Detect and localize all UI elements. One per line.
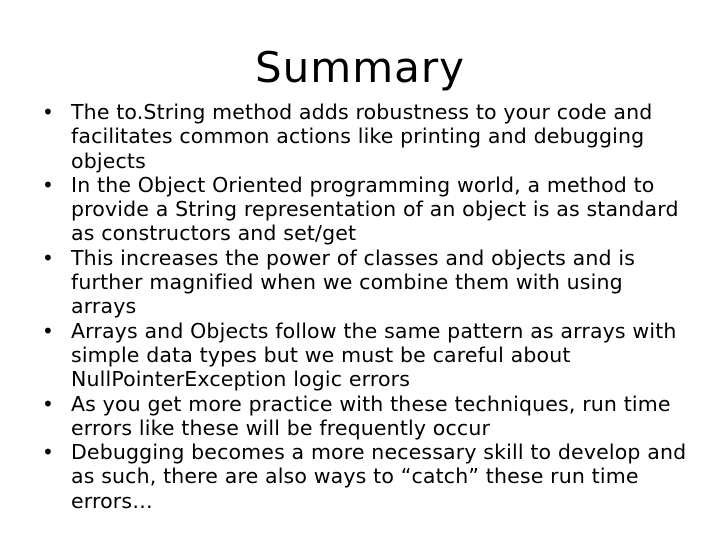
bullet-item bbox=[38, 319, 688, 392]
bullet-item bbox=[38, 100, 688, 173]
bullet-dot-icon: • bbox=[42, 391, 54, 416]
bullet-text: Debugging becomes a more necessary skill to develop and as such, there are also ways to “catch” these run time errors… bbox=[71, 440, 687, 513]
bullet-text: As you get more practice with these techniques, run time errors like these will be frequently occur bbox=[71, 391, 671, 440]
bullet-text: In the Object Oriented programming world, a method to provide a String representation of an object is as standard as constructors and set/get bbox=[71, 172, 679, 246]
bullet-text: The to.String method adds robustness to your code and facilitates common actions like printing and debugging objects bbox=[71, 100, 653, 173]
bullet-list bbox=[38, 100, 688, 513]
bullet-dot-icon: • bbox=[42, 245, 54, 270]
bullet-dot-icon: • bbox=[42, 318, 54, 343]
slide-title: Summary bbox=[255, 43, 465, 92]
bullet-dot-icon: • bbox=[42, 100, 54, 124]
bullet-text: Arrays and Objects follow the same pattern as arrays with simple data types but we must be careful about NullPointerException logic errors bbox=[71, 318, 677, 392]
bullet-item bbox=[38, 246, 688, 319]
bullet-item bbox=[38, 392, 688, 441]
bullet-dot-icon: • bbox=[42, 440, 54, 465]
bullet-dot-icon: • bbox=[42, 172, 54, 197]
bullet-item bbox=[38, 173, 688, 246]
bullet-text: This increases the power of classes and objects and is further magnified when we combine them with using arrays bbox=[71, 245, 636, 319]
bullet-item bbox=[38, 440, 688, 513]
